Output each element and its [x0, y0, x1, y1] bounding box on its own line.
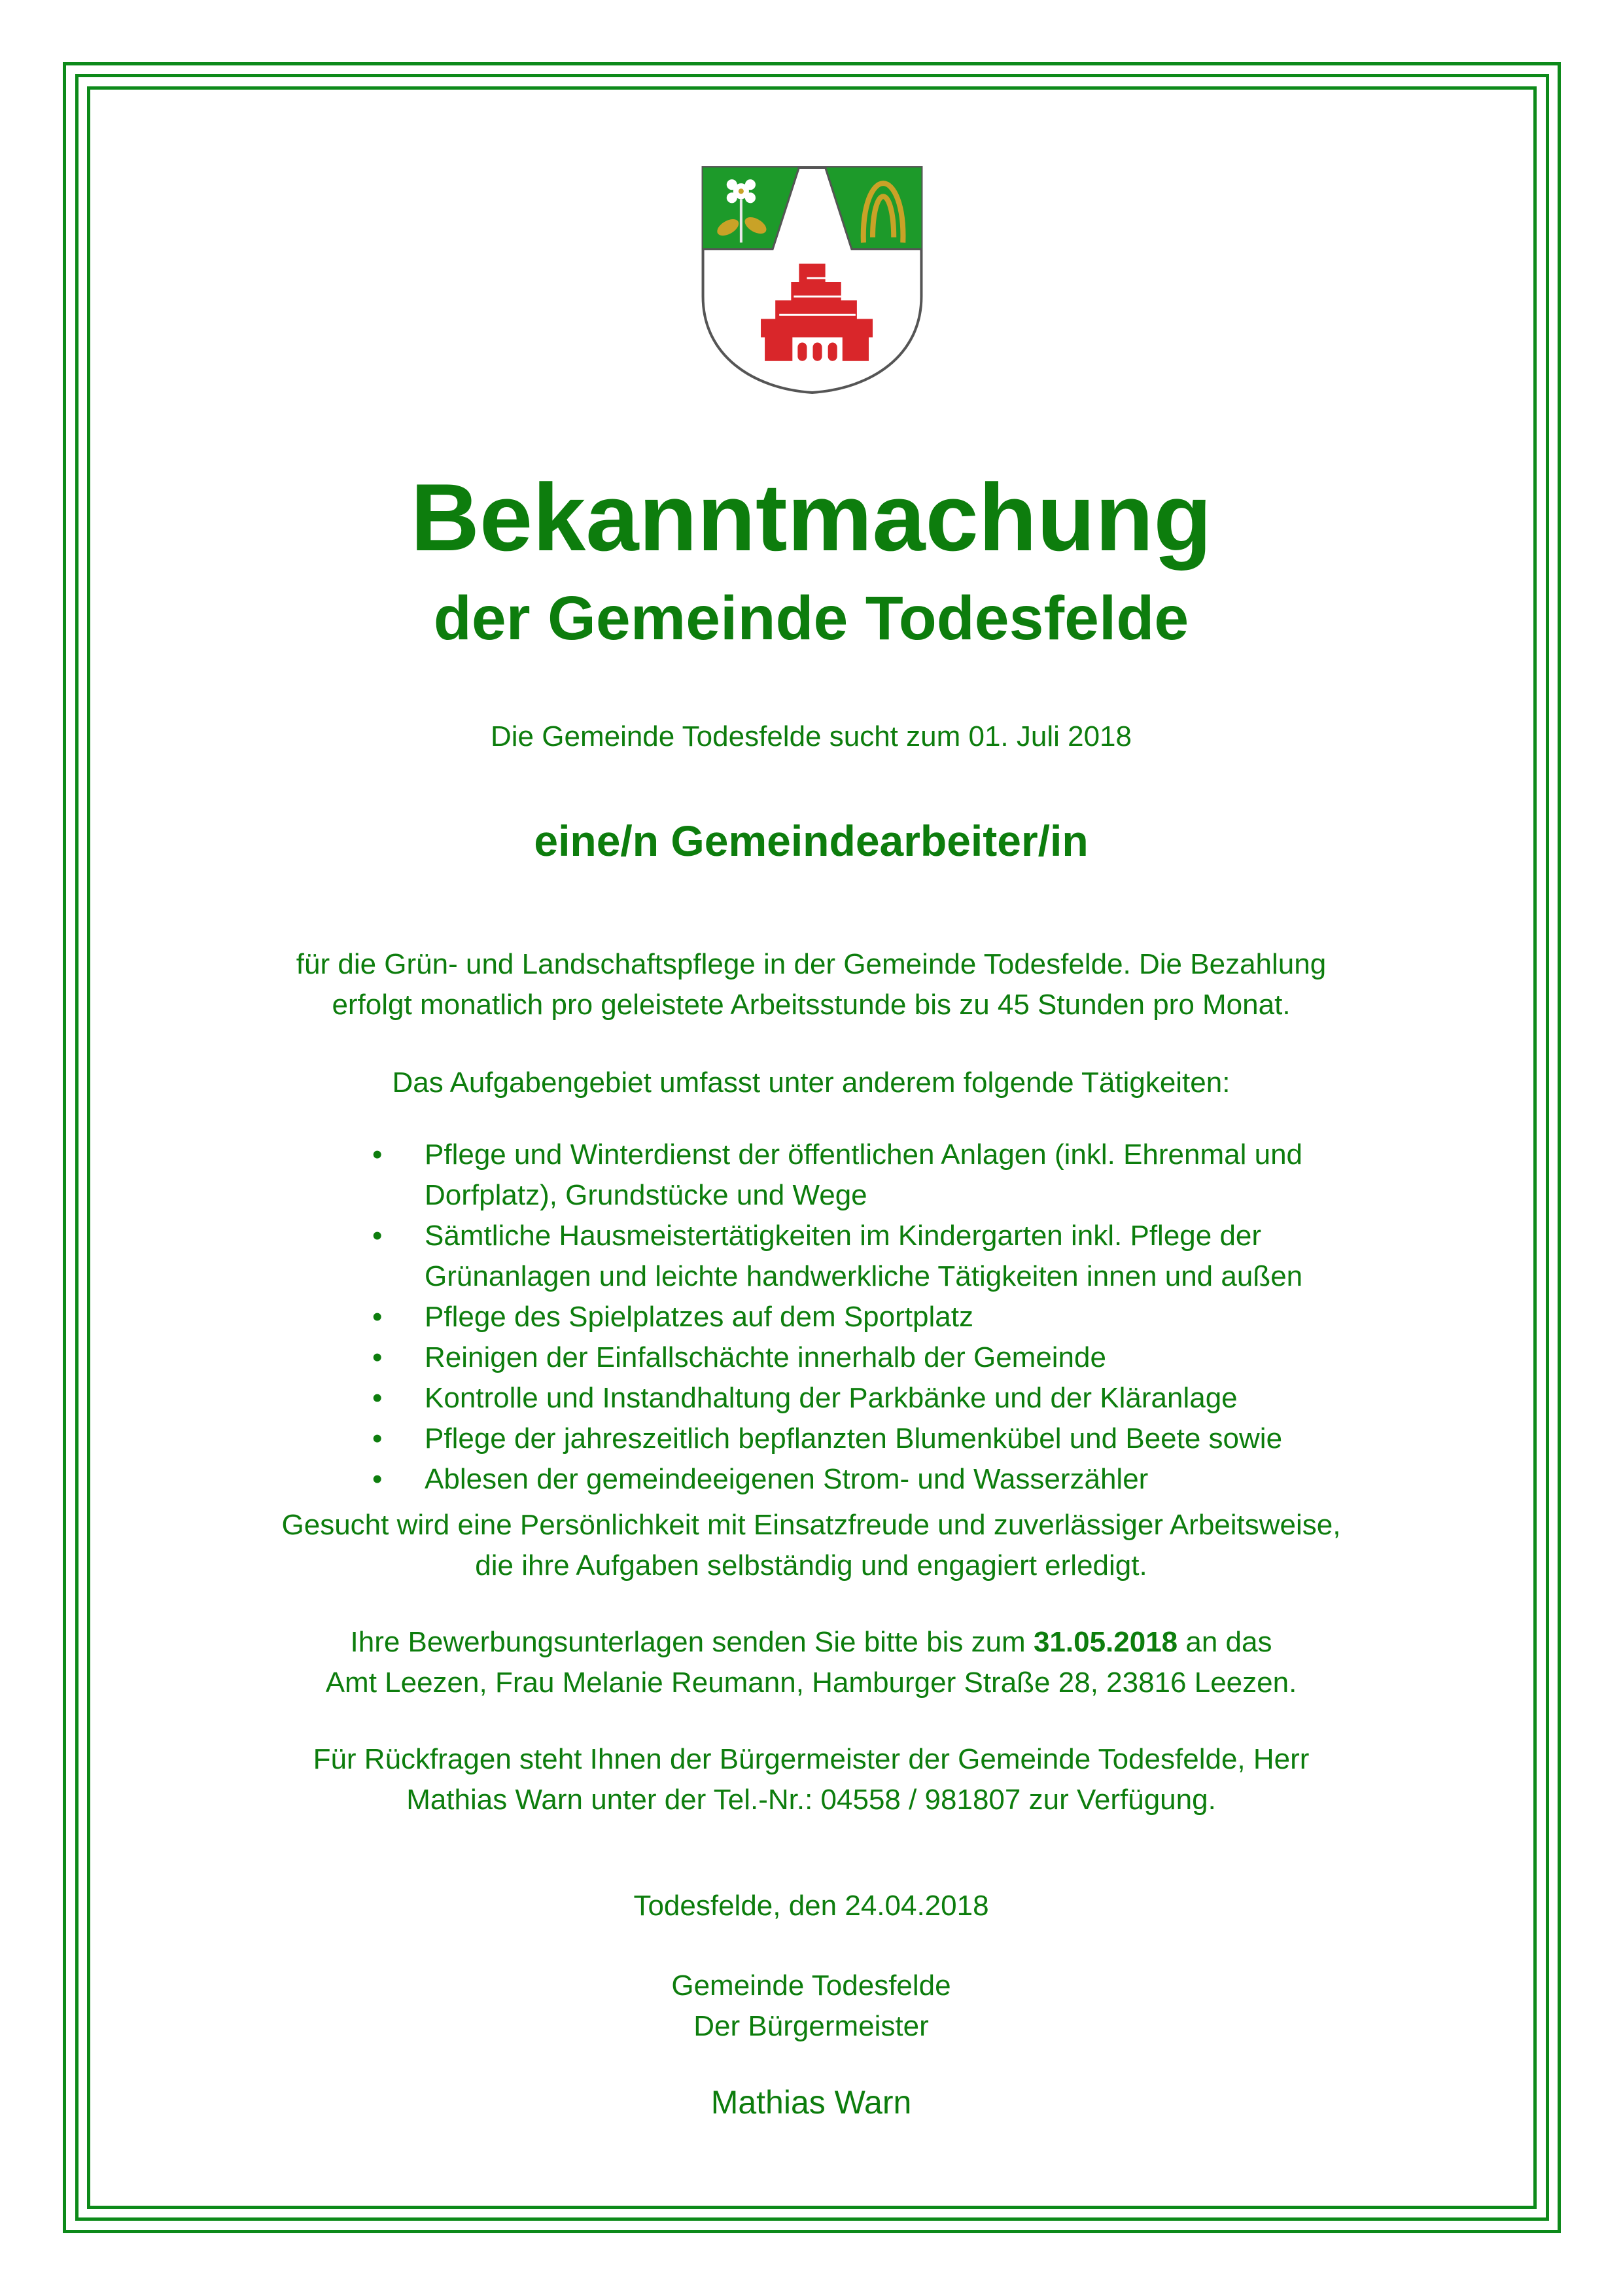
task-list — [372, 1135, 1497, 1500]
contact-line: Für Rückfragen steht Ihnen der Bürgermeister der Gemeinde Todesfelde, Herr — [313, 1743, 1310, 1775]
description-line: für die Grün- und Landschaftspflege in der Gemeinde Todesfelde. Die Bezahlung — [296, 948, 1327, 980]
task-item — [372, 1297, 1497, 1337]
issuer-block — [131, 1966, 1492, 2047]
task-line: • Pflege der jahreszeitlich bepflanzten Blumenkübel und Beete sowie — [425, 1422, 1283, 1455]
application-paragraph — [131, 1622, 1492, 1703]
task-line: Dorfplatz), Grundstücke und Wege — [425, 1179, 867, 1211]
application-address: Amt Leezen, Frau Melanie Reumann, Hamburger Straße 28, 23816 Leezen. — [325, 1667, 1297, 1699]
description-paragraph — [131, 944, 1492, 1025]
task-line: • Sämtliche Hausmeistertätigkeiten im Kindergarten inkl. Pflege der — [425, 1220, 1262, 1252]
application-text-before: Ihre Bewerbungsunterlagen senden Sie bitte bis zum — [350, 1626, 1026, 1658]
position-title: eine/n Gemeindearbeiter/in — [534, 817, 1089, 865]
tasks-intro: Das Aufgabengebiet umfasst unter anderem folgende Tätigkeiten: — [392, 1067, 1230, 1099]
signature-name: Mathias Warn — [710, 2084, 912, 2121]
application-deadline: 31.05.2018 — [1033, 1626, 1178, 1658]
page-subtitle: der Gemeinde Todesfelde — [433, 584, 1189, 653]
task-line: • Pflege des Spielplatzes auf dem Sportplatz — [425, 1301, 973, 1333]
task-line: Grünanlagen und leichte handwerkliche Tätigkeiten innen und außen — [425, 1260, 1303, 1292]
profile-paragraph — [131, 1505, 1492, 1586]
profile-line: Gesucht wird eine Persönlichkeit mit Einsatzfreude und zuverlässiger Arbeitsweise, — [281, 1509, 1341, 1541]
task-line: • Reinigen der Einfallschächte innerhalb der Gemeinde — [425, 1341, 1106, 1373]
task-line: • Kontrolle und Instandhaltung der Parkbänke und der Kläranlage — [425, 1382, 1238, 1414]
place-date: Todesfelde, den 24.04.2018 — [633, 1890, 989, 1922]
task-item — [372, 1378, 1497, 1419]
issuer-role: Der Bürgermeister — [693, 2010, 929, 2042]
contact-paragraph — [131, 1739, 1492, 1820]
application-text-after: an das — [1185, 1626, 1272, 1658]
task-item — [372, 1337, 1497, 1378]
description-line: erfolgt monatlich pro geleistete Arbeitsstunde bis zu 45 Stunden pro Monat. — [332, 989, 1291, 1021]
task-item — [372, 1459, 1497, 1500]
profile-line: die ihre Aufgaben selbständig und engagiert erledigt. — [475, 1549, 1147, 1581]
task-line: • Pflege und Winterdienst der öffentlichen Anlagen (inkl. Ehrenmal und — [425, 1139, 1303, 1171]
coat-of-arms-logo — [700, 165, 924, 395]
task-line: • Ablesen der gemeindeeigenen Strom- und Wasserzähler — [425, 1463, 1149, 1495]
application-line — [131, 1622, 1492, 1663]
intro-text: Die Gemeinde Todesfelde sucht zum 01. Juli 2018 — [491, 720, 1132, 752]
task-item — [372, 1216, 1497, 1297]
contact-line: Mathias Warn unter der Tel.-Nr.: 04558 / 981807 zur Verfügung. — [406, 1784, 1216, 1816]
page-title: Bekanntmachung — [410, 464, 1212, 571]
task-item — [372, 1419, 1497, 1459]
issuer-name: Gemeinde Todesfelde — [671, 1969, 951, 2002]
task-item — [372, 1135, 1497, 1216]
